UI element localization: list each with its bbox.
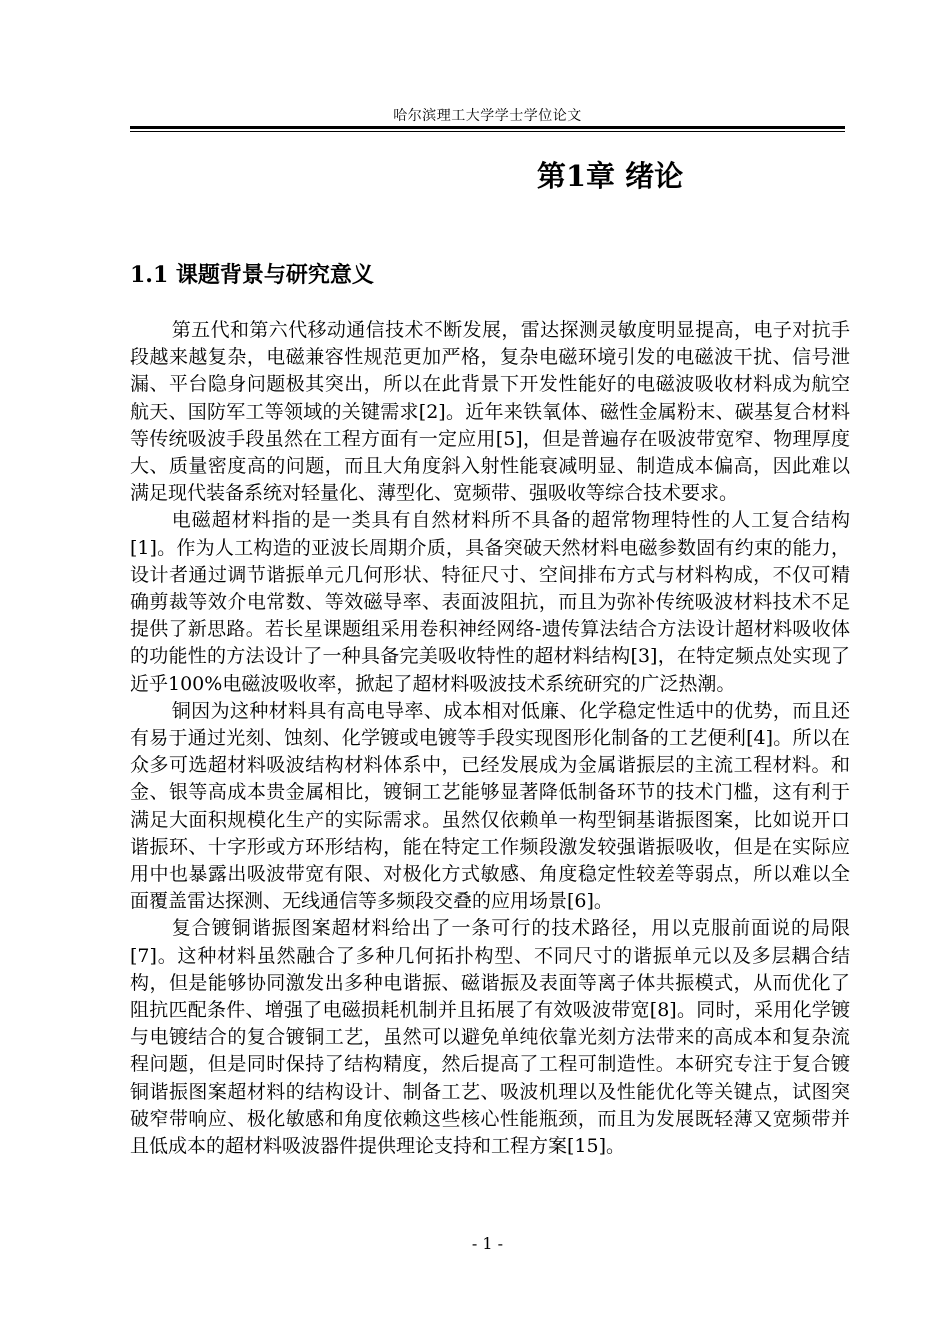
paragraph-1: 第五代和第六代移动通信技术不断发展，雷达探测灵敏度明显提高，电子对抗手段越来越复杂，电磁兼容性规范更加严格，复杂电磁环境引发的电磁波干扰、信号泄漏、平台隐身问题极其突出，所以在此背景下开发性能好的电磁波吸收材料成为航空航天、国防军工等领域的关键需求[2]。近年来铁氧体、磁性金属粉末、碳基复合材料等传统吸波手段虽然在工程方面有一定应用[5]，但是普遍存在吸波带宽窄、物理厚度大、质量密度高的问题，而且大角度斜入射性能衰减明显、制造成本偏高，因此难以满足现代装备系统对轻量化、薄型化、宽频带、强吸收等综合技术要求。: [130, 319, 850, 505]
paragraph-2: 电磁超材料指的是一类具有自然材料所不具备的超常物理特性的人工复合结构[1]。作为人工构造的亚波长周期介质，具备突破天然材料电磁参数固有约束的能力，设计者通过调节谐振单元几何形状、特征尺寸、空间排布方式与材料构成，不仅可精确剪裁等效介电常数、等效磁导率、表面波阻抗，而且为弥补传统吸波材料技术不足提供了新思路。若长星课题组采用卷积神经网络-遗传算法结合方法设计超材料吸收体的功能性的方法设计了一种具备完美吸收特性的超材料结构[3]，在特定频点处实现了近乎100%电磁波吸收率，掀起了超材料吸波技术系统研究的广泛热潮。: [130, 509, 850, 695]
paragraph-3: 铜因为这种材料具有高电导率、成本相对低廉、化学稳定性适中的优势，而且还有易于通过光刻、蚀刻、化学镀或电镀等手段实现图形化制备的工艺便利[4]。所以在众多可选超材料吸波结构材料体系中，已经发展成为金属谐振层的主流工程材料。和金、银等高成本贵金属相比，镀铜工艺能够显著降低制备环节的技术门槛，这有利于满足大面积规模化生产的实际需求。虽然仅依赖单一构型铜基谐振图案，比如说开口谐振环、十字形或方环形结构，能在特定工作频段激发较强谐振吸收，但是在实际应用中也暴露出吸波带宽有限、对极化方式敏感、角度稳定性较差等弱点，所以难以全面覆盖雷达探测、无线通信等多频段交叠的应用场景[6]。: [130, 699, 850, 913]
header-rule-thick: [130, 126, 845, 129]
page-number: - 1 -: [471, 1234, 504, 1253]
section-title: 1.1 课题背景与研究意义: [130, 262, 374, 288]
running-header: 哈尔滨理工大学学士学位论文: [393, 108, 582, 124]
header-rule-thin: [130, 131, 845, 132]
paragraph-4: 复合镀铜谐振图案超材料给出了一条可行的技术路径，用以克服前面说的局限[7]。这种材料虽然融合了多种几何拓扑构型、不同尺寸的谐振单元以及多层耦合结构，但是能够协同激发出多种电谐振、磁谐振及表面等离子体共振模式，从而优化了阻抗匹配条件、增强了电磁损耗机制并且拓展了有效吸波带宽[8]。同时，采用化学镀与电镀结合的复合镀铜工艺，虽然可以避免单纯依靠光刻方法带来的高成本和复杂流程问题，但是同时保持了结构精度，然后提高了工程可制造性。本研究专注于复合镀铜谐振图案超材料的结构设计、制备工艺、吸波机理以及性能优化等关键点，试图突破窄带响应、极化敏感和角度依赖这些核心性能瓶颈，而且为发展既轻薄又宽频带并且低成本的超材料吸波器件提供理论支持和工程方案[15]。: [130, 917, 850, 1158]
chapter-title: 第1章 绪论: [536, 159, 684, 193]
body-text: [130, 317, 850, 1160]
